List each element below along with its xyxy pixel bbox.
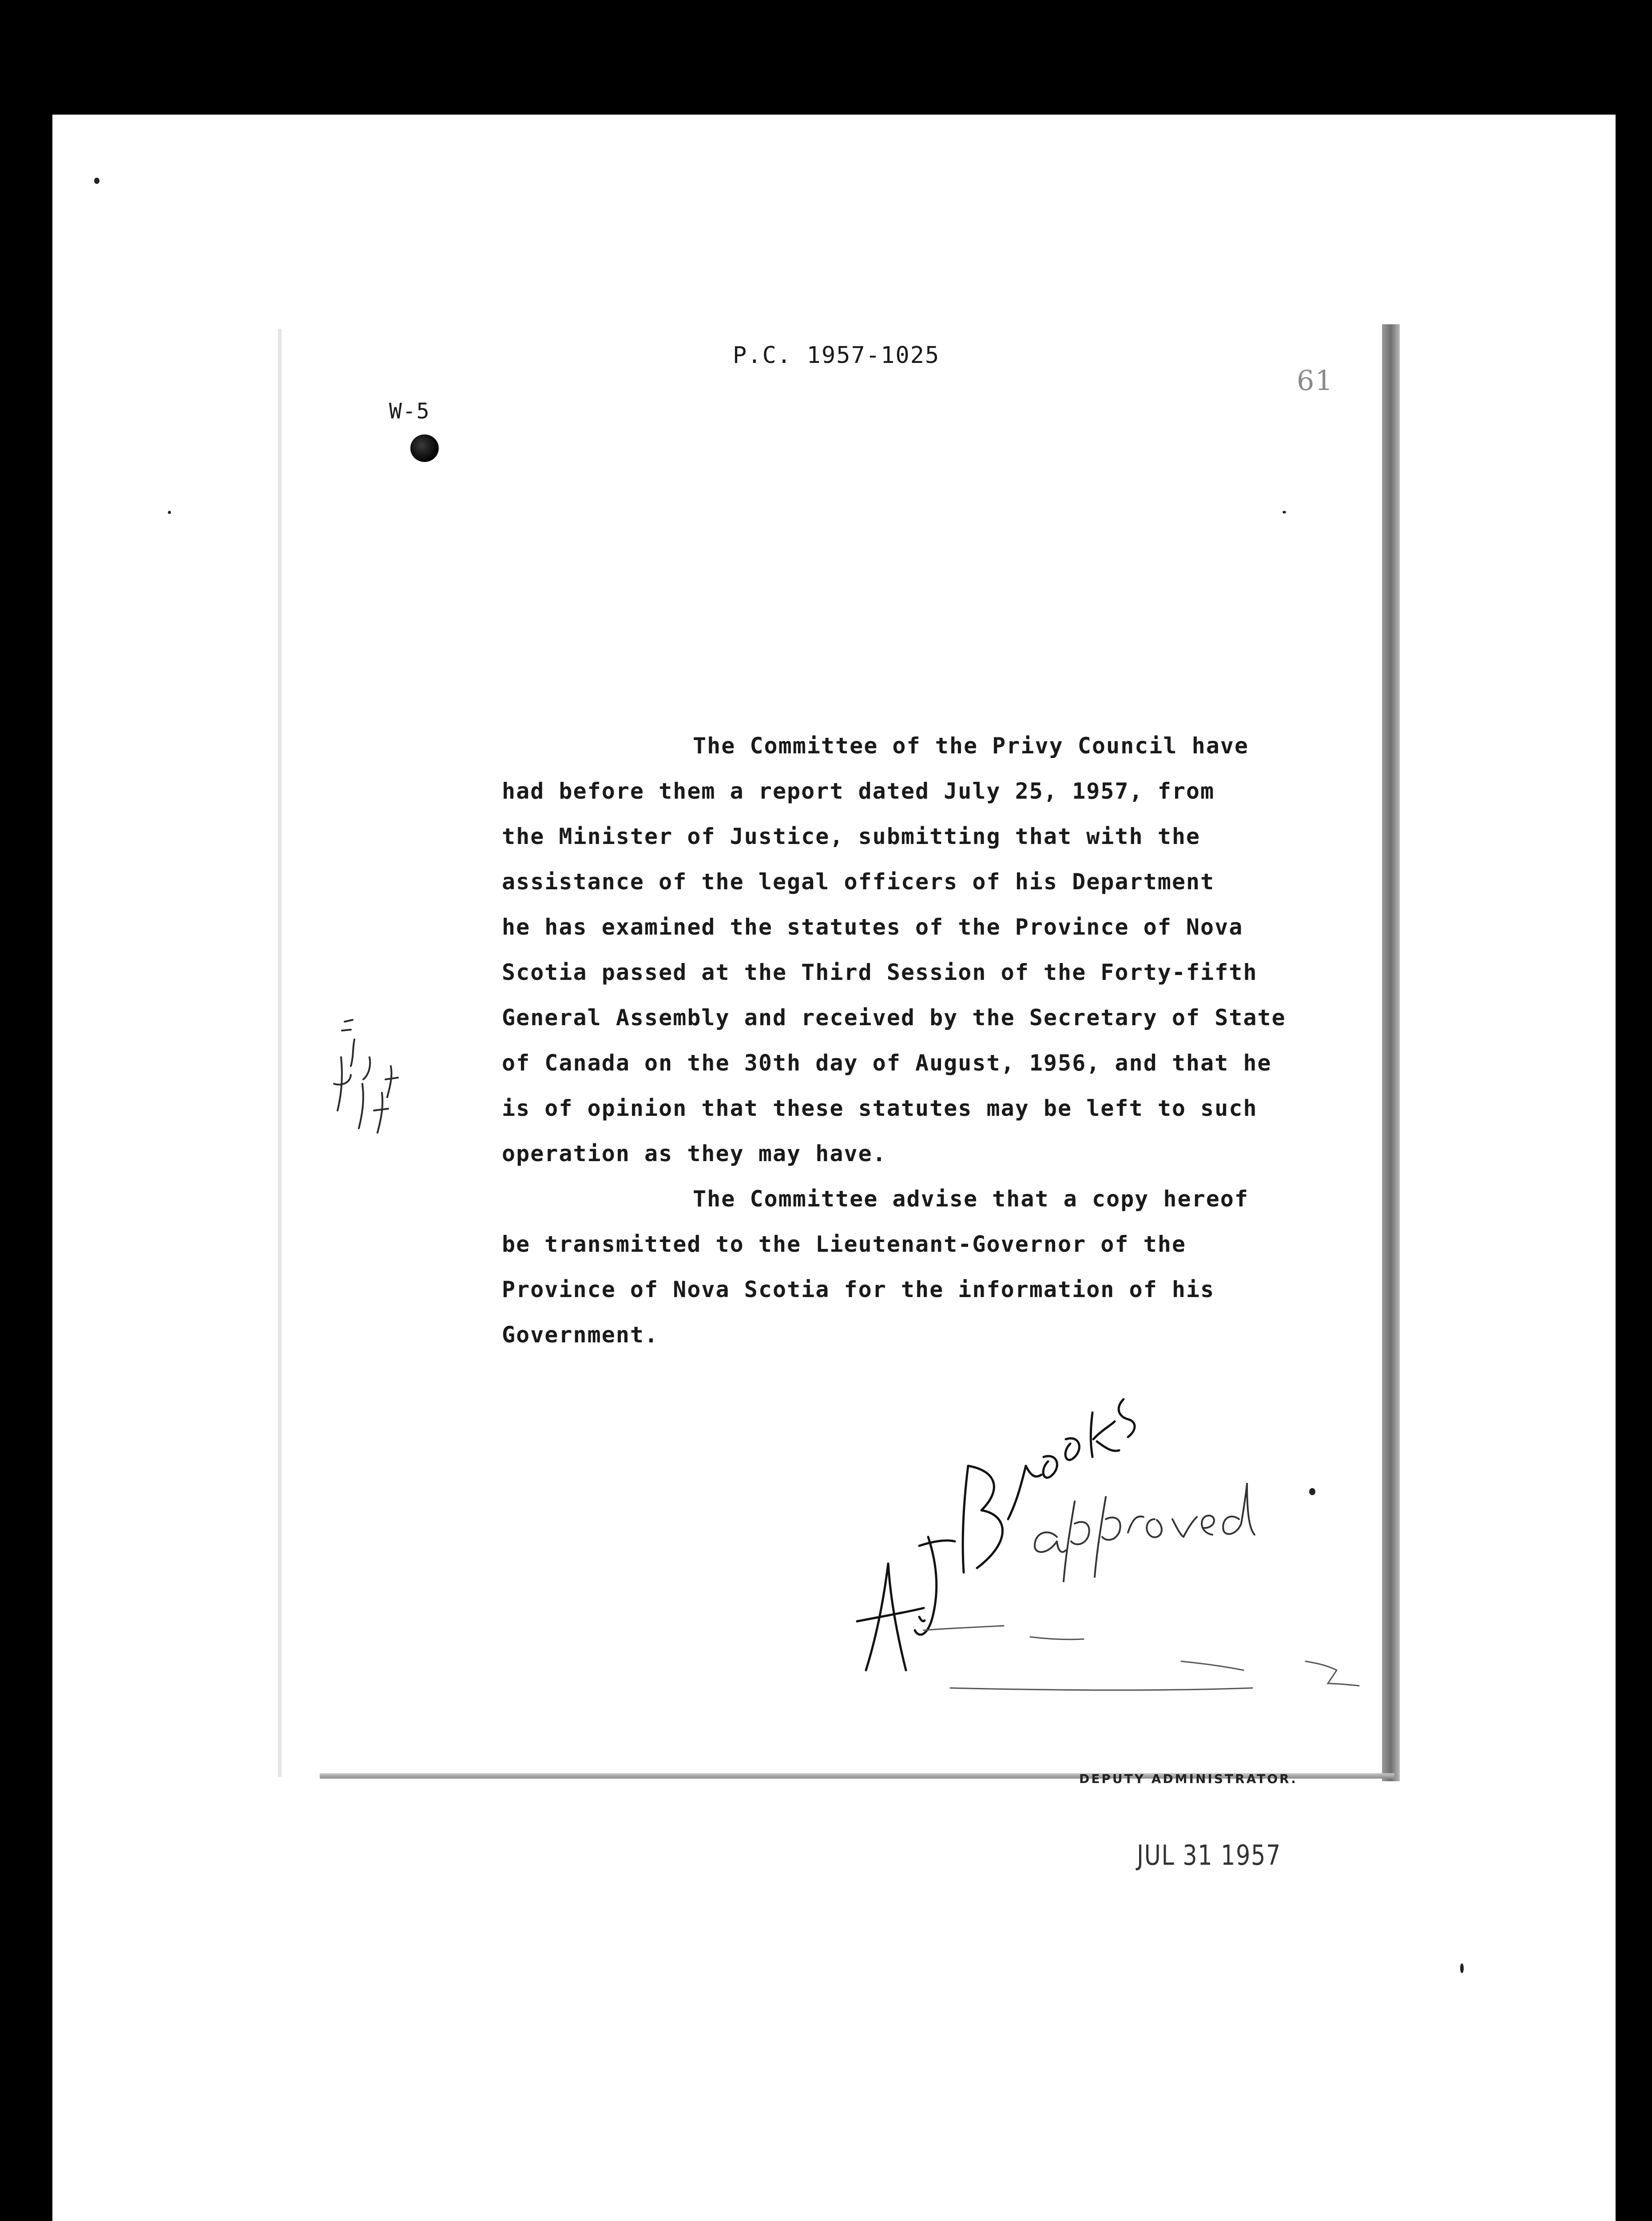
body-line: Scotia passed at the Third Session of the Forty-fifth: [502, 959, 1258, 985]
page-number: 61: [1297, 364, 1334, 397]
body-line: is of opinion that these statutes may be left to such: [502, 1095, 1258, 1121]
body-line: of Canada on the 30th day of August, 1956, and that he: [502, 1050, 1272, 1076]
order-number: P.C. 1957-1025: [733, 342, 940, 369]
body-line: the Minister of Justice, submitting that with the: [502, 824, 1201, 849]
file-mark: W-5: [389, 399, 430, 424]
body-line: Government.: [502, 1322, 659, 1348]
body-line: he has examined the statutes of the Province of Nova: [502, 914, 1243, 940]
body-line: Province of Nova Scotia for the information of his: [502, 1277, 1215, 1302]
body-line: be transmitted to the Lieutenant-Governor of the: [502, 1231, 1186, 1257]
deputy-administrator-label: DEPUTY ADMINISTRATOR.: [1079, 1771, 1298, 1786]
body-line: assistance of the legal officers of his Department: [502, 869, 1215, 895]
body-line: The Committee of the Privy Council have: [693, 733, 1249, 759]
body-line: operation as they may have.: [502, 1141, 887, 1166]
body-line: General Assembly and received by the Secretary of State: [502, 1005, 1286, 1031]
date-stamp: JUL 31 1957: [1137, 1839, 1281, 1871]
body-line: had before them a report dated July 25, 1957, from: [502, 778, 1215, 804]
body-line: The Committee advise that a copy hereof: [693, 1186, 1249, 1212]
